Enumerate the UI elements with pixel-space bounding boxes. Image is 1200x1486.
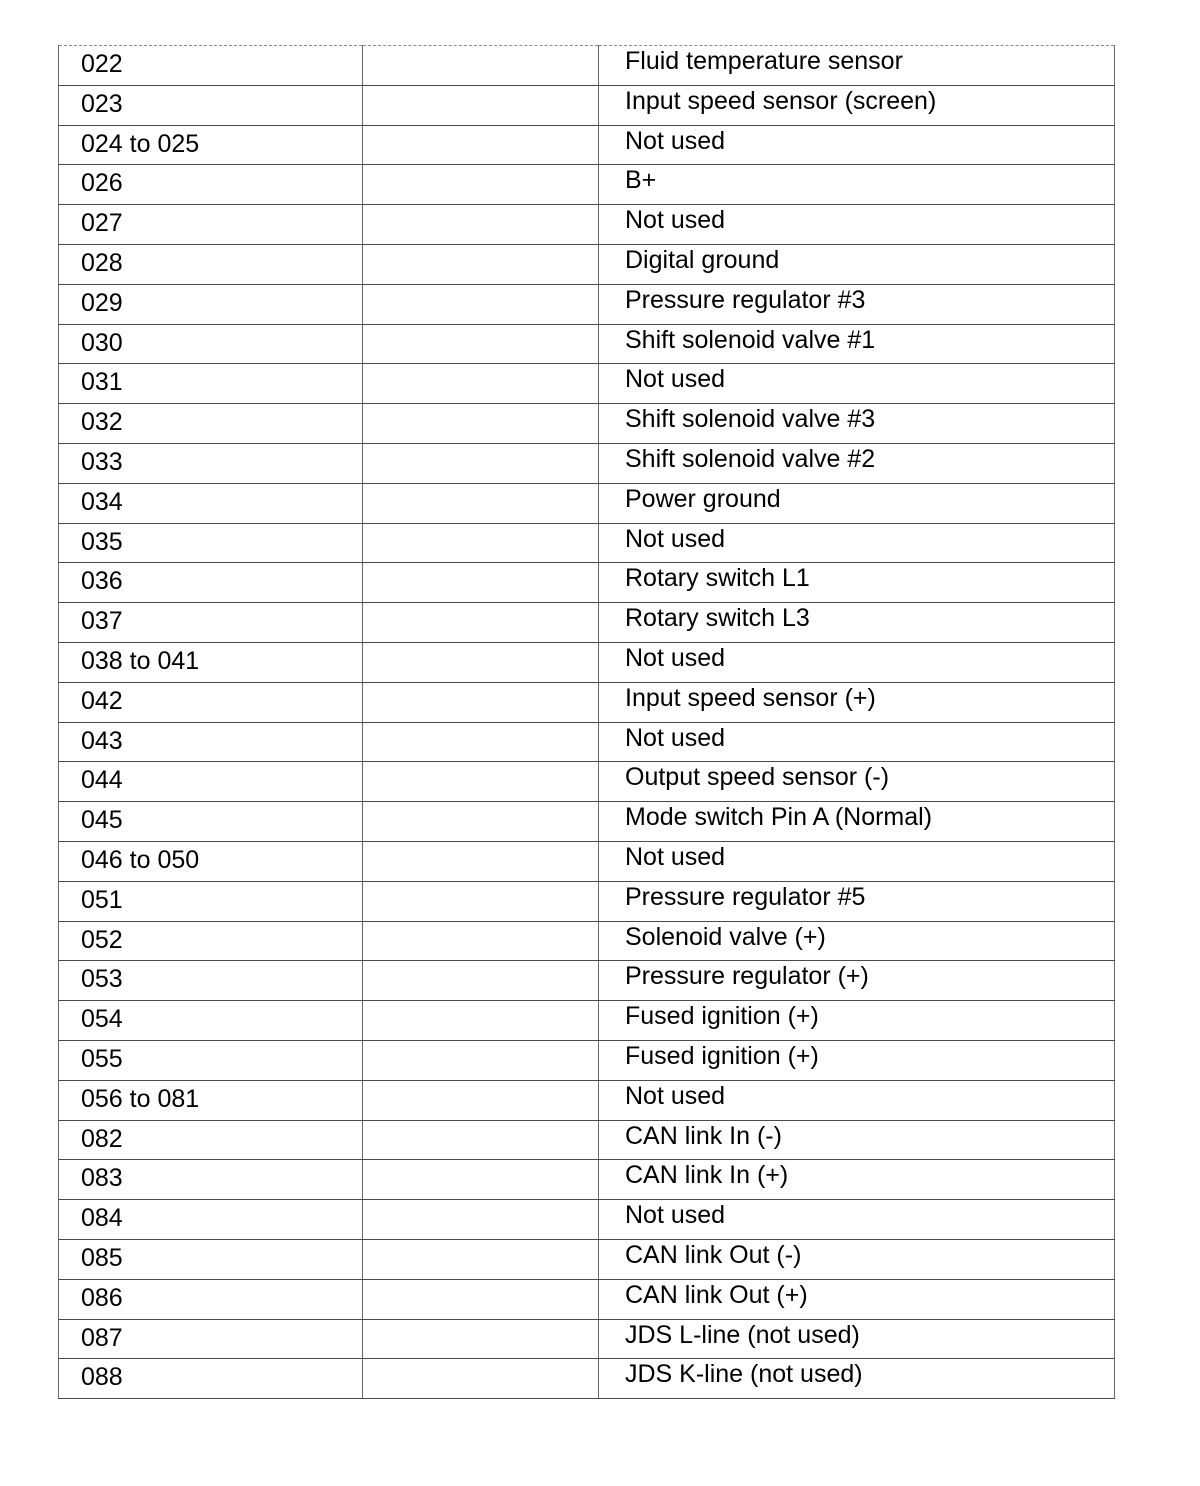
pin-function-cell: Not used <box>599 642 1115 682</box>
pin-number-cell: 085 <box>59 1239 363 1279</box>
blank-cell <box>363 603 599 643</box>
pin-number-cell: 083 <box>59 1160 363 1200</box>
pin-number-cell: 028 <box>59 244 363 284</box>
pin-function-cell: CAN link In (+) <box>599 1160 1115 1200</box>
table-row <box>59 1040 1115 1080</box>
pin-function-cell: CAN link In (-) <box>599 1120 1115 1160</box>
pin-function-cell: Rotary switch L1 <box>599 563 1115 603</box>
blank-cell <box>363 244 599 284</box>
blank-cell <box>363 523 599 563</box>
table-row <box>59 284 1115 324</box>
blank-cell <box>363 165 599 205</box>
pin-number-cell: 088 <box>59 1359 363 1399</box>
table-row <box>59 523 1115 563</box>
table-row <box>59 603 1115 643</box>
pin-function-cell: Not used <box>599 125 1115 165</box>
pin-number-cell: 082 <box>59 1120 363 1160</box>
table-row <box>59 125 1115 165</box>
table-row <box>59 642 1115 682</box>
table-row <box>59 85 1115 125</box>
pin-number-cell: 086 <box>59 1279 363 1319</box>
pin-number-cell: 032 <box>59 404 363 444</box>
pin-function-cell: Pressure regulator #5 <box>599 881 1115 921</box>
pin-function-cell: Input speed sensor (+) <box>599 682 1115 722</box>
table-row <box>59 1279 1115 1319</box>
blank-cell <box>363 682 599 722</box>
blank-cell <box>363 205 599 245</box>
pin-function-cell: Shift solenoid valve #3 <box>599 404 1115 444</box>
blank-cell <box>363 483 599 523</box>
pin-function-cell: Shift solenoid valve #1 <box>599 324 1115 364</box>
table-body <box>59 46 1115 1399</box>
pin-function-cell: Not used <box>599 364 1115 404</box>
blank-cell <box>363 1359 599 1399</box>
pin-function-cell: JDS K-line (not used) <box>599 1359 1115 1399</box>
blank-cell <box>363 443 599 483</box>
pin-number-cell: 027 <box>59 205 363 245</box>
pin-number-cell: 055 <box>59 1040 363 1080</box>
pin-function-cell: Rotary switch L3 <box>599 603 1115 643</box>
pin-function-cell: B+ <box>599 165 1115 205</box>
pin-function-cell: Not used <box>599 523 1115 563</box>
blank-cell <box>363 802 599 842</box>
pin-number-cell: 033 <box>59 443 363 483</box>
pin-number-cell: 054 <box>59 1001 363 1041</box>
blank-cell <box>363 1239 599 1279</box>
pin-function-cell: CAN link Out (-) <box>599 1239 1115 1279</box>
table-row <box>59 921 1115 961</box>
table-row <box>59 324 1115 364</box>
blank-cell <box>363 642 599 682</box>
blank-cell <box>363 563 599 603</box>
pin-number-cell: 043 <box>59 722 363 762</box>
table-row <box>59 722 1115 762</box>
pin-function-cell: Solenoid valve (+) <box>599 921 1115 961</box>
blank-cell <box>363 284 599 324</box>
table-row <box>59 364 1115 404</box>
blank-cell <box>363 324 599 364</box>
table-row <box>59 165 1115 205</box>
pin-number-cell: 030 <box>59 324 363 364</box>
blank-cell <box>363 404 599 444</box>
pin-function-cell: Not used <box>599 1080 1115 1120</box>
pin-number-cell: 035 <box>59 523 363 563</box>
table-row <box>59 961 1115 1001</box>
pin-function-cell: Fused ignition (+) <box>599 1001 1115 1041</box>
pin-number-cell: 053 <box>59 961 363 1001</box>
pin-function-cell: Fused ignition (+) <box>599 1040 1115 1080</box>
table-row <box>59 1080 1115 1120</box>
blank-cell <box>363 881 599 921</box>
pin-function-cell: Shift solenoid valve #2 <box>599 443 1115 483</box>
table-row <box>59 841 1115 881</box>
pin-function-cell: JDS L-line (not used) <box>599 1319 1115 1359</box>
pin-function-cell: Output speed sensor (-) <box>599 762 1115 802</box>
table-row <box>59 881 1115 921</box>
pin-number-cell: 046 to 050 <box>59 841 363 881</box>
table-row <box>59 802 1115 842</box>
pin-number-cell: 038 to 041 <box>59 642 363 682</box>
pin-function-cell: Not used <box>599 841 1115 881</box>
blank-cell <box>363 46 599 86</box>
table-row <box>59 205 1115 245</box>
pin-number-cell: 051 <box>59 881 363 921</box>
blank-cell <box>363 1040 599 1080</box>
blank-cell <box>363 1200 599 1240</box>
pin-function-cell: Mode switch Pin A (Normal) <box>599 802 1115 842</box>
pin-number-cell: 042 <box>59 682 363 722</box>
table-row <box>59 1001 1115 1041</box>
pin-function-cell: Power ground <box>599 483 1115 523</box>
table-row <box>59 1120 1115 1160</box>
blank-cell <box>363 961 599 1001</box>
pin-function-cell: Pressure regulator #3 <box>599 284 1115 324</box>
pin-number-cell: 024 to 025 <box>59 125 363 165</box>
pin-number-cell: 056 to 081 <box>59 1080 363 1120</box>
table-row <box>59 244 1115 284</box>
pin-number-cell: 087 <box>59 1319 363 1359</box>
table-row <box>59 404 1115 444</box>
pin-function-cell: CAN link Out (+) <box>599 1279 1115 1319</box>
table-row <box>59 1319 1115 1359</box>
pin-function-cell: Digital ground <box>599 244 1115 284</box>
pin-number-cell: 026 <box>59 165 363 205</box>
pin-number-cell: 023 <box>59 85 363 125</box>
pin-number-cell: 029 <box>59 284 363 324</box>
table-row <box>59 1160 1115 1200</box>
pin-number-cell: 031 <box>59 364 363 404</box>
table-row <box>59 563 1115 603</box>
table-row <box>59 1200 1115 1240</box>
blank-cell <box>363 762 599 802</box>
pin-function-cell: Pressure regulator (+) <box>599 961 1115 1001</box>
pin-number-cell: 084 <box>59 1200 363 1240</box>
table-row <box>59 46 1115 86</box>
blank-cell <box>363 722 599 762</box>
pin-number-cell: 044 <box>59 762 363 802</box>
pin-number-cell: 036 <box>59 563 363 603</box>
pin-number-cell: 034 <box>59 483 363 523</box>
pin-number-cell: 052 <box>59 921 363 961</box>
blank-cell <box>363 921 599 961</box>
pin-function-cell: Not used <box>599 1200 1115 1240</box>
table-row <box>59 1359 1115 1399</box>
table-row <box>59 483 1115 523</box>
table-row <box>59 1239 1115 1279</box>
table-row <box>59 762 1115 802</box>
pin-assignment-table <box>58 45 1115 1399</box>
pin-number-cell: 037 <box>59 603 363 643</box>
blank-cell <box>363 1319 599 1359</box>
table-row <box>59 682 1115 722</box>
blank-cell <box>363 125 599 165</box>
blank-cell <box>363 1120 599 1160</box>
blank-cell <box>363 85 599 125</box>
pin-function-cell: Fluid temperature sensor <box>599 46 1115 86</box>
pin-number-cell: 045 <box>59 802 363 842</box>
pin-function-cell: Not used <box>599 205 1115 245</box>
pin-function-cell: Not used <box>599 722 1115 762</box>
blank-cell <box>363 1001 599 1041</box>
blank-cell <box>363 841 599 881</box>
table-row <box>59 443 1115 483</box>
blank-cell <box>363 1080 599 1120</box>
pin-function-cell: Input speed sensor (screen) <box>599 85 1115 125</box>
pin-number-cell: 022 <box>59 46 363 86</box>
blank-cell <box>363 1160 599 1200</box>
blank-cell <box>363 1279 599 1319</box>
blank-cell <box>363 364 599 404</box>
